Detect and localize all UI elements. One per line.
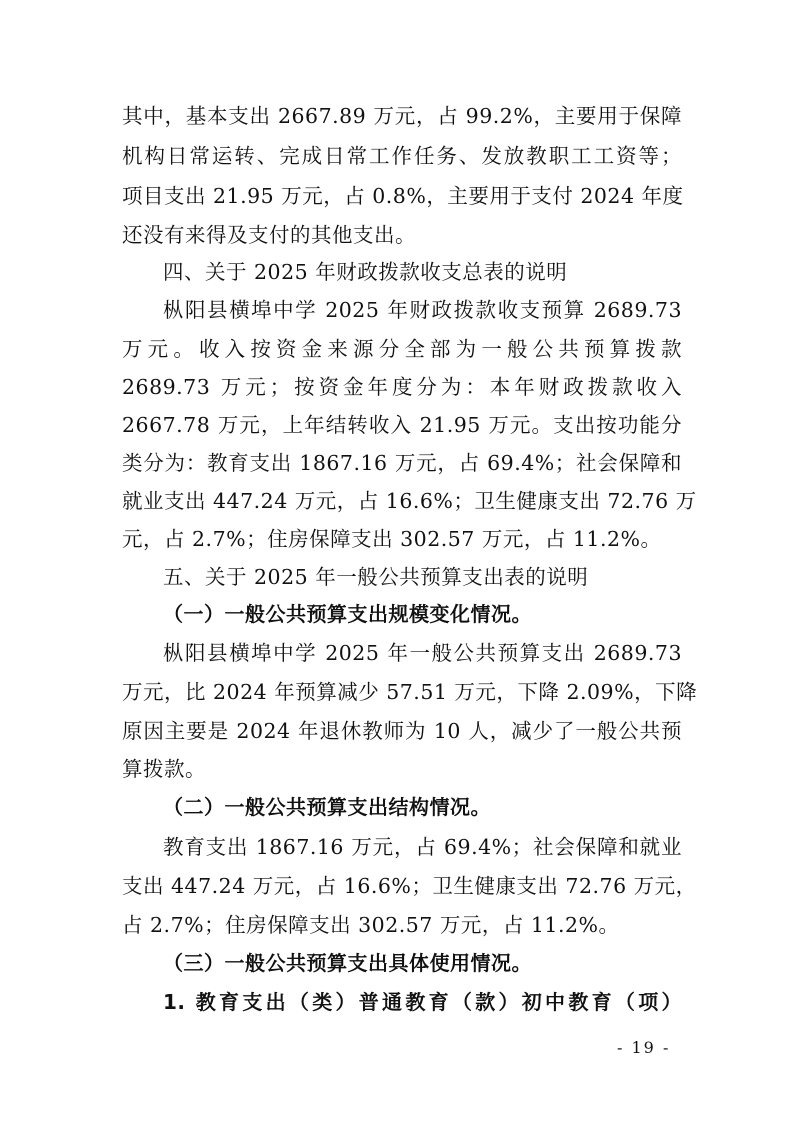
paragraph-line: 元，占 2.7%；住房保障支出 302.57 万元，占 11.2%。	[122, 527, 662, 551]
subsection-heading: （一）一般公共预算支出规模变化情况。	[163, 602, 532, 626]
paragraph-line: 就业支出 447.24 万元，占 16.6%；卫生健康支出 72.76 万	[122, 489, 697, 513]
paragraph-line: 其中，基本支出 2667.89 万元，占 99.2%，主要用于保障	[122, 104, 682, 128]
paragraph-line: 2667.78 万元，上年结转收入 21.95 万元。支出按功能分	[122, 413, 682, 437]
section-heading: 四、关于 2025 年财政拨款收支总表的说明	[163, 260, 568, 284]
paragraph-line: 原因主要是 2024 年退休教师为 10 人，减少了一般公共预	[122, 719, 682, 743]
paragraph-line: 万元，比 2024 年预算减少 57.51 万元，下降 2.09%，下降	[122, 680, 698, 704]
paragraph-line: 机构日常运转、完成日常工作任务、发放教职工工资等；	[122, 144, 682, 168]
paragraph-line: 类分为：教育支出 1867.16 万元，占 69.4%；社会保障和	[122, 451, 682, 475]
paragraph-line: 占 2.7%；住房保障支出 302.57 万元，占 11.2%。	[122, 913, 620, 937]
subsection-heading: （二）一般公共预算支出结构情况。	[163, 795, 491, 819]
paragraph-line: 万元。收入按资金来源分全部为一般公共预算拨款	[122, 337, 682, 361]
paragraph-line: 枞阳县横埠中学 2025 年一般公共预算支出 2689.73	[163, 641, 682, 665]
subsection-heading: （三）一般公共预算支出具体使用情况。	[163, 951, 532, 975]
paragraph-line: 枞阳县横埠中学 2025 年财政拨款收支预算 2689.73	[163, 298, 682, 322]
section-heading: 五、关于 2025 年一般公共预算支出表的说明	[163, 565, 589, 589]
item-heading: 1. 教育支出（类）普通教育（款）初中教育（项）	[163, 990, 682, 1014]
paragraph-line: 教育支出 1867.16 万元，占 69.4%；社会保障和就业	[163, 835, 682, 859]
paragraph-line: 项目支出 21.95 万元，占 0.8%，主要用于支付 2024 年度	[122, 184, 684, 208]
paragraph-line: 2689.73 万元；按资金年度分为：本年财政拨款收入	[122, 375, 682, 399]
paragraph-line: 支出 447.24 万元，占 16.6%；卫生健康支出 72.76 万元，	[122, 874, 697, 898]
paragraph-line: 算拨款。	[122, 757, 206, 781]
paragraph-line: 还没有来得及支付的其他支出。	[122, 223, 416, 247]
page-number: - 19 -	[617, 1038, 671, 1057]
